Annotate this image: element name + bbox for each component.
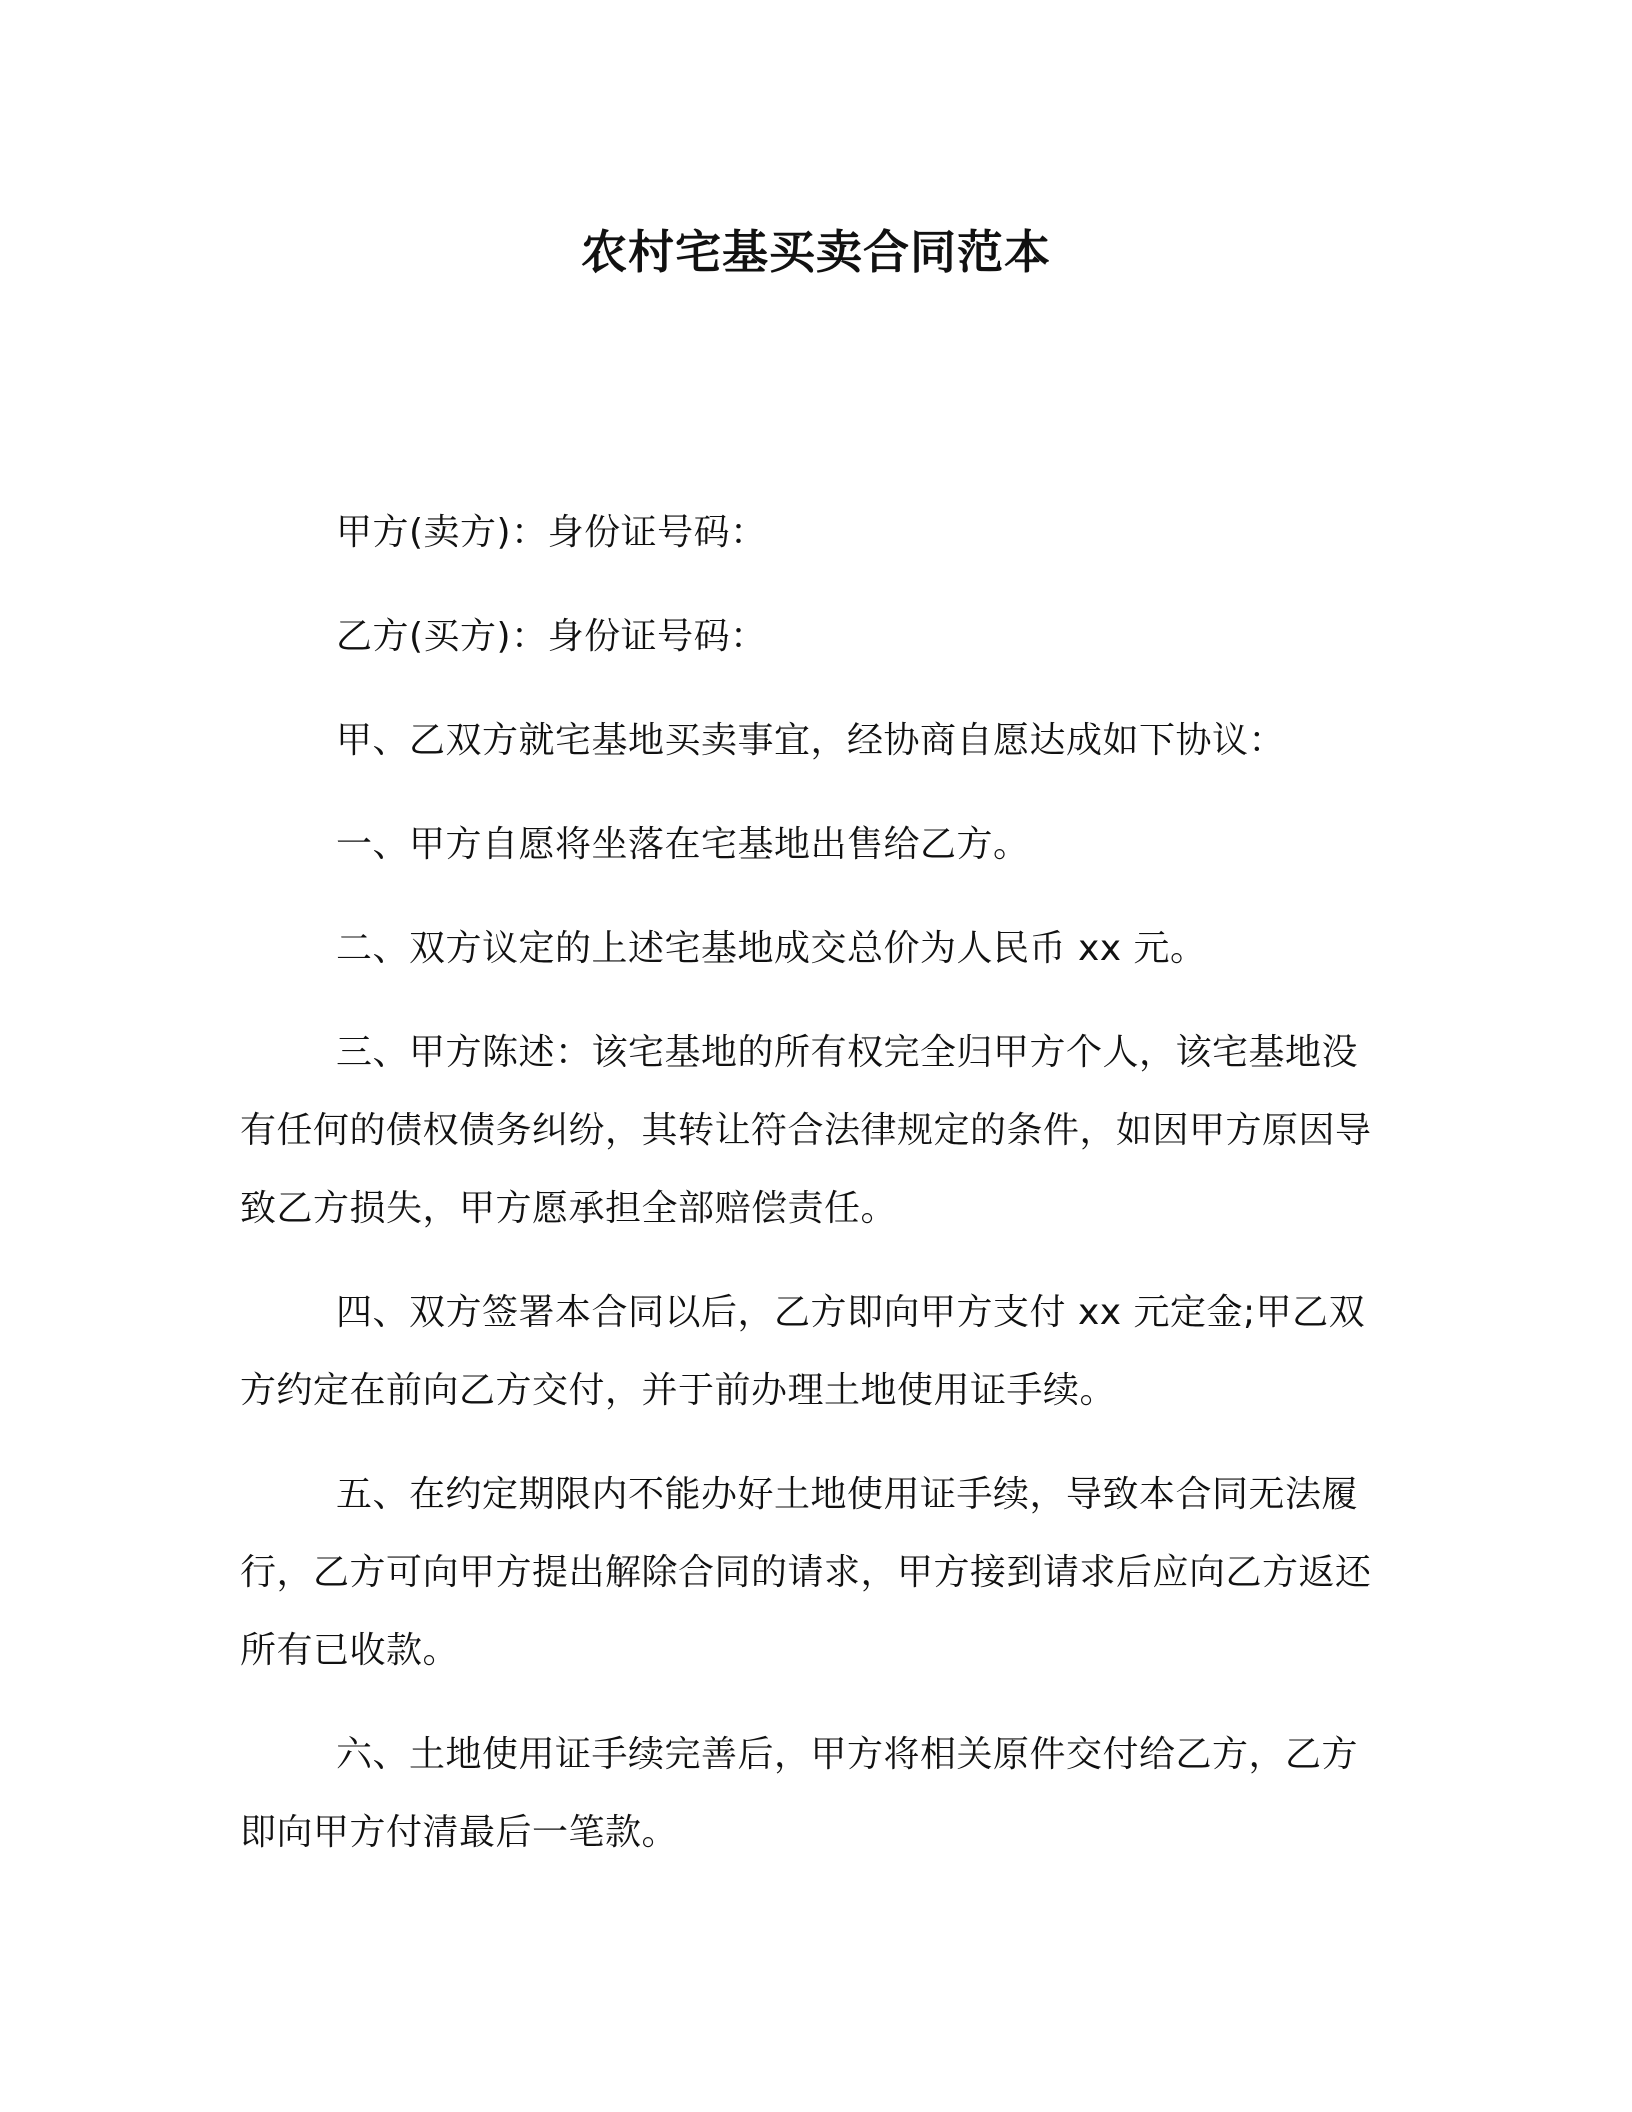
clause-1: 一、甲方自愿将坐落在宅基地出售给乙方。 bbox=[336, 824, 1030, 865]
clause-6: 六、土地使用证手续完善后，甲方将相关原件交付给乙方，乙方即向甲方付清最后一笔款。 bbox=[240, 1734, 1359, 1853]
clause-2: 二、双方议定的上述宅基地成交总价为人民币 xx 元。 bbox=[336, 928, 1207, 969]
clause-5: 五、在约定期限内不能办好土地使用证手续，导致本合同无法履行，乙方可向甲方提出解除合同的请求，甲方接到请求后应向乙方返还所有已收款。 bbox=[240, 1474, 1372, 1671]
party-b-line: 乙方(买方)：身份证号码： bbox=[336, 616, 767, 657]
party-a-line: 甲方(卖方)：身份证号码： bbox=[336, 512, 767, 553]
document-title: 农村宅基买卖合同范本 bbox=[581, 225, 1051, 279]
clause-4: 四、双方签署本合同以后，乙方即向甲方支付 xx 元定金;甲乙双方约定在前向乙方交付，并于前办理土地使用证手续。 bbox=[240, 1292, 1366, 1411]
clause-3: 三、甲方陈述：该宅基地的所有权完全归甲方个人，该宅基地没有任何的债权债务纠纷，其转让符合法律规定的条件，如因甲方原因导致乙方损失，甲方愿承担全部赔偿责任。 bbox=[240, 1032, 1372, 1229]
document-body bbox=[240, 494, 1372, 1898]
agreement-intro: 甲、乙双方就宅基地买卖事宜，经协商自愿达成如下协议： bbox=[336, 720, 1286, 761]
